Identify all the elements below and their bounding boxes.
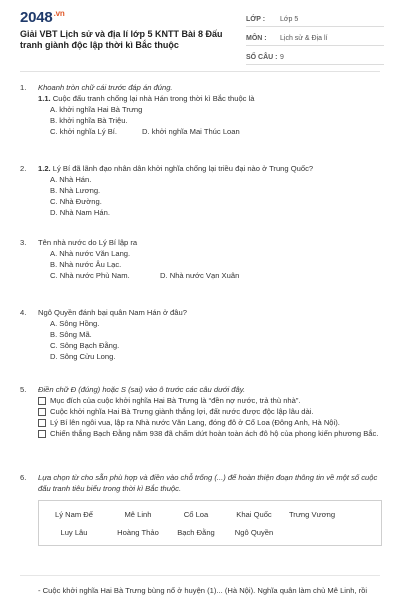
true-false-item: Lý Bí lên ngôi vua, lập ra Nhà nước Văn Lang, đóng đô ở Cổ Loa (Đông Anh, Hà Nội).	[38, 417, 380, 428]
option-a[interactable]: A. khởi nghĩa Hai Bà Trưng	[50, 105, 143, 114]
word-bank-row	[39, 523, 381, 541]
question-2: 2. 1.2. Lý Bí đã lãnh đạo nhân dân khởi nghĩa chống lại triều đại nào ở Trung Quốc? A. Nhà Hán. B. Nhà Lương. C. Nhà Đường. D. Nhà Nam Hán.	[20, 163, 380, 218]
sub-question: 1.2. Lý Bí đã lãnh đạo nhân dân khởi nghĩa chống lại triều đại nào ở Trung Quốc?	[38, 164, 314, 173]
word-bank-row	[39, 505, 381, 523]
passage-text: - Cuộc khởi nghĩa Hai Bà Trưng bùng nổ ở huyện (1)... (Hà Nội). Nghĩa quân làm chủ Mê Linh, rồi	[38, 586, 368, 595]
option-a[interactable]: A. Sông Hồng.	[50, 319, 100, 328]
answer-checkbox[interactable]	[38, 430, 46, 438]
true-false-item: Cuộc khởi nghĩa Hai Bà Trưng giành thắng lợi, đất nước được độc lập lâu dài.	[38, 406, 380, 417]
answer-checkbox[interactable]	[38, 419, 46, 427]
option-b[interactable]: B. Nhà nước Âu Lạc.	[50, 260, 122, 269]
true-false-item: Chiến thắng Bạch Đằng năm 938 đã chấm dứt hoàn toàn ách đô hộ của phong kiến phương Bắc.	[38, 428, 380, 439]
meta-row-subject: MÔN : Lịch sử & Địa lí	[246, 31, 384, 46]
option-b[interactable]: B. Sông Mã.	[50, 330, 92, 339]
answer-checkbox[interactable]	[38, 408, 46, 416]
site-logo[interactable]: $2048^{.vn}$	[20, 9, 65, 26]
sub-question: 1.1. Cuộc đấu tranh chống lại nhà Hán trong thời kì Bắc thuộc là	[38, 94, 255, 103]
meta-info	[246, 12, 384, 65]
question-instruction: Lựa chọn từ cho sẵn phù hợp và điền vào chỗ trống (...) để hoàn thiện đoạn thông tin về một số cuộc đấu tranh tiêu biểu trong thời kì Bắc thuộc.	[38, 473, 378, 493]
option-d[interactable]: D. Nhà Nam Hán.	[50, 208, 110, 217]
page-header	[0, 0, 400, 70]
word-option[interactable]: Mê Linh	[124, 509, 152, 519]
word-option[interactable]: Luy Lâu	[60, 527, 88, 537]
meta-row-grade: LỚP : Lớp 5	[246, 12, 384, 27]
word-option[interactable]: Trưng Vương	[288, 509, 336, 519]
word-option[interactable]: Khai Quốc	[236, 509, 272, 519]
option-d[interactable]: D. khởi nghĩa Mai Thúc Loan	[142, 127, 240, 136]
word-option[interactable]: Ngô Quyền	[234, 527, 274, 537]
word-option[interactable]: Cổ Loa	[183, 509, 209, 519]
section-divider	[20, 575, 380, 576]
question-1: 1. Khoanh tròn chữ cái trước đáp án đúng. 1.1. Cuộc đấu tranh chống lại nhà Hán trong thời kì Bắc thuộc là A. khởi nghĩa Hai Bà Trưng B. khởi nghĩa Bà Triệu. C. khởi nghĩa Lý Bí. D. khởi nghĩa Mai Thúc Loan	[20, 82, 380, 137]
option-d[interactable]: D. Nhà nước Vạn Xuân	[160, 271, 240, 280]
option-d[interactable]: D. Sông Cửu Long.	[50, 352, 116, 361]
word-option[interactable]: Lý Nam Đế	[55, 509, 93, 519]
option-c[interactable]: C. Sông Bạch Đằng.	[50, 341, 120, 350]
options-cd	[50, 270, 380, 281]
option-b[interactable]: B. khởi nghĩa Bà Triệu.	[50, 116, 128, 125]
header-divider	[20, 71, 380, 72]
option-b[interactable]: B. Nhà Lương.	[50, 186, 101, 195]
question-text: Ngô Quyền đánh bại quân Nam Hán ở đâu?	[38, 308, 187, 317]
question-instruction: Khoanh tròn chữ cái trước đáp án đúng.	[38, 83, 173, 92]
option-c[interactable]: C. Nhà Đường.	[50, 197, 102, 206]
question-5: 5. Điền chữ Đ (đúng) hoặc S (sai) vào ô trước các câu dưới đây. Mục đích của cuộc khởi nghĩa Hai Bà Trưng là “đền nợ nước, trả thù nhà”. Cuộc khởi nghĩa Hai Bà Trưng giành thắng lợi, đất nước được độc lập lâu dài. Lý Bí lên ngôi vua, lập ra Nhà nước Văn Lang, đóng đô ở Cổ Loa (Đông Anh, Hà Nội). Chiến thắng Bạch Đằng năm 938 đã chấm dứt hoàn toàn ách đô hộ của phong kiến phương Bắc.	[20, 385, 379, 438]
question-instruction: Điền chữ Đ (đúng) hoặc S (sai) vào ô trước các câu dưới đây.	[38, 385, 246, 394]
question-6: 6. Lựa chọn từ cho sẵn phù hợp và điền vào chỗ trống (...) để hoàn thiện đoạn thông tin về một số cuộc đấu tranh tiêu biểu trong thời kì Bắc thuộc. Lý Nam Đế Mê Linh Cổ Loa Khai Quốc Trưng Vương Luy Lâu Hoàng Thảo Bạch Đằng Ngô Quyền	[20, 472, 380, 546]
meta-row-count: SỐ CÂU : 9	[246, 50, 384, 65]
option-a[interactable]: A. Nhà Hán.	[50, 175, 92, 184]
answer-checkbox[interactable]	[38, 397, 46, 405]
question-text: Tên nhà nước do Lý Bí lập ra	[38, 238, 138, 247]
option-a[interactable]: A. Nhà nước Văn Lang.	[50, 249, 131, 258]
question-3: 3. Tên nhà nước do Lý Bí lập ra A. Nhà nước Văn Lang. B. Nhà nước Âu Lạc. C. Nhà nước Phù Nam. D. Nhà nước Vạn Xuân	[20, 237, 380, 281]
word-option[interactable]: Hoàng Thảo	[117, 527, 159, 537]
word-option[interactable]: Bạch Đằng	[177, 527, 215, 537]
options-cd	[50, 126, 380, 137]
option-c[interactable]: C. Nhà nước Phù Nam.	[50, 271, 130, 280]
word-bank	[38, 500, 382, 546]
page-title: Giải VBT Lịch sử và địa lí lớp 5 KNTT Bài 8 Đấu tranh giành độc lập thời kì Bắc thuộc	[20, 29, 223, 50]
option-c[interactable]: C. khởi nghĩa Lý Bí.	[50, 127, 118, 136]
question-4: 4. Ngô Quyền đánh bại quân Nam Hán ở đâu? A. Sông Hồng. B. Sông Mã. C. Sông Bạch Đằng. D. Sông Cửu Long.	[20, 307, 380, 362]
true-false-item: Mục đích của cuộc khởi nghĩa Hai Bà Trưng là “đền nợ nước, trả thù nhà”.	[38, 395, 380, 406]
